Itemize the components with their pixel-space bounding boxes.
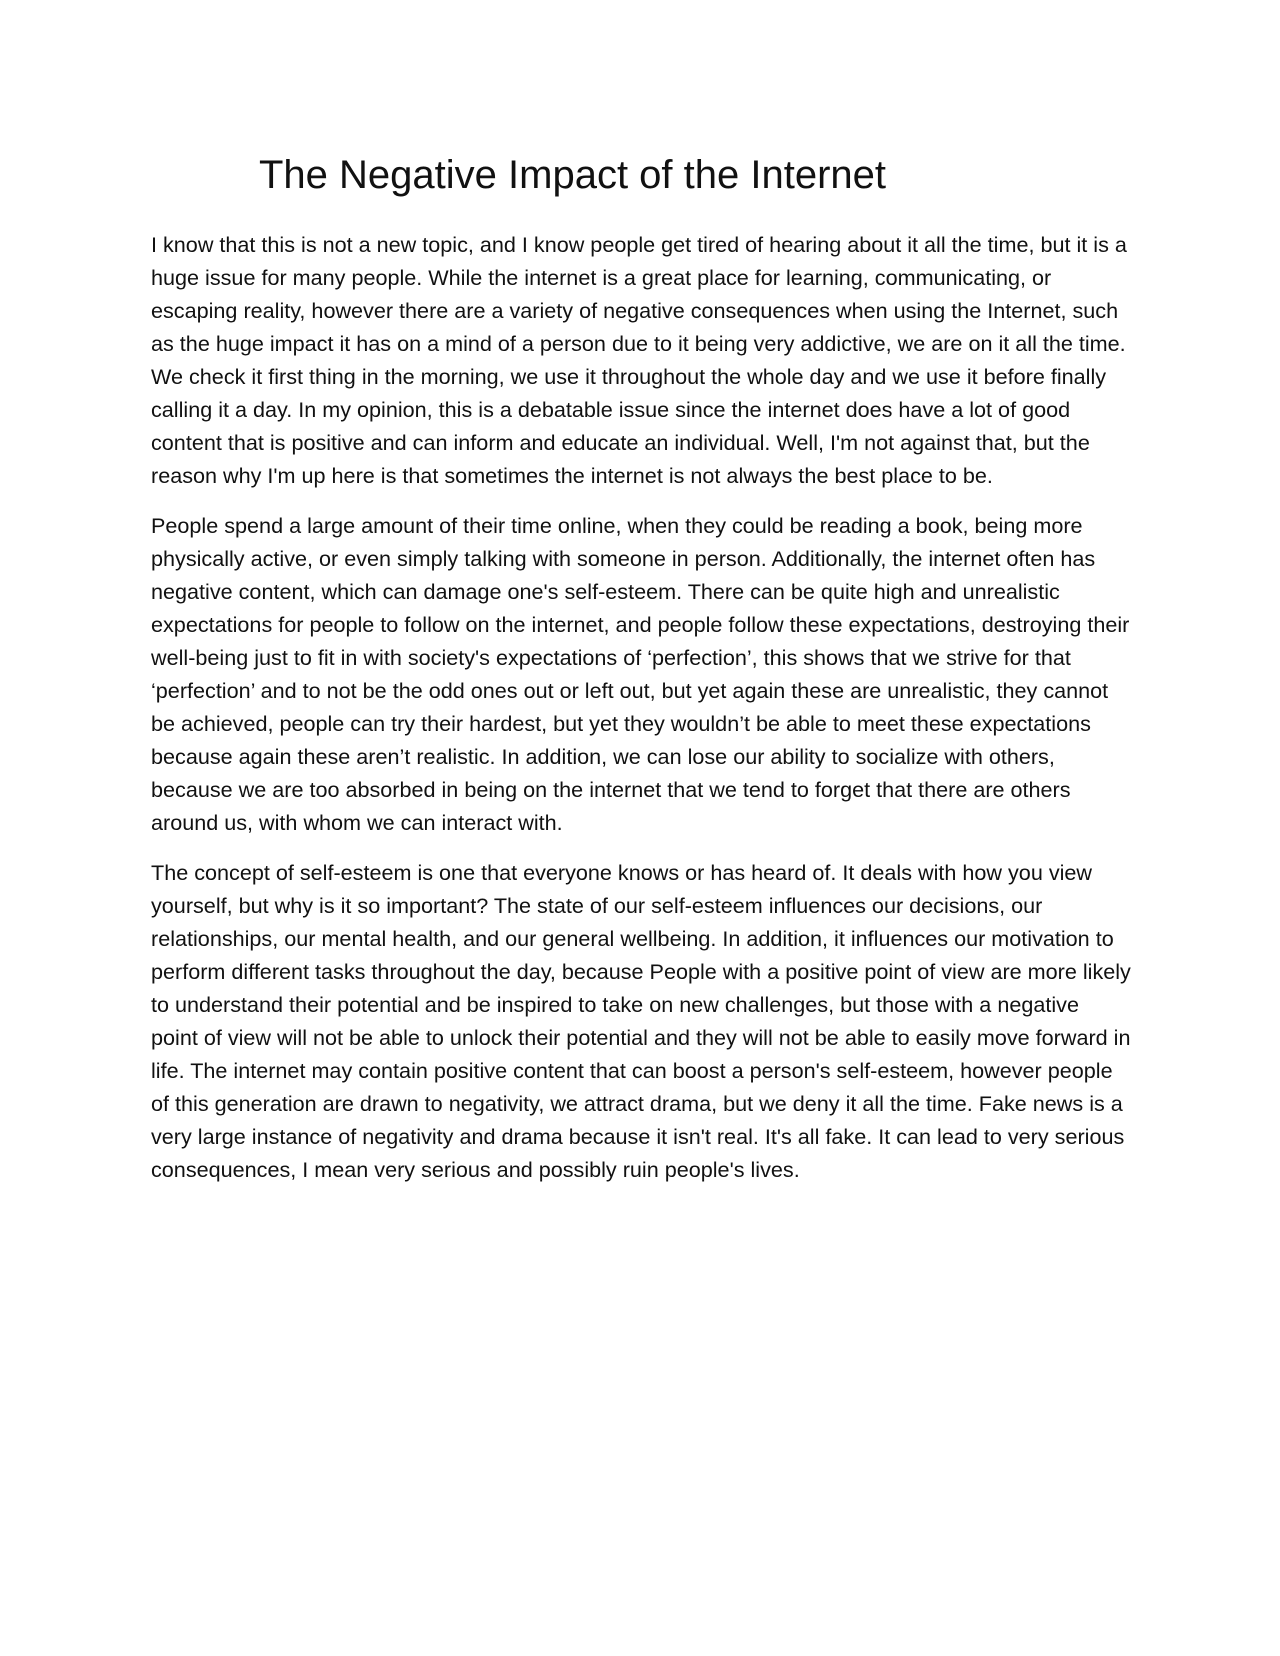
- document-body: [151, 228, 1131, 1203]
- paragraph-1: I know that this is not a new topic, and I know people get tired of hearing about it all the time, but it is a huge issue for many people. While the internet is a great place for learning, communicating, or escaping reality, however there are a variety of negative consequences when using the Internet, such as the huge impact it has on a mind of a person due to it being very addictive, we are on it all the time. We check it first thing in the morning, we use it throughout the whole day and we use it before finally calling it a day. In my opinion, this is a debatable issue since the internet does have a lot of good content that is positive and can inform and educate an individual. Well, I'm not against that, but the reason why I'm up here is that sometimes the internet is not always the best place to be.: [151, 232, 1127, 488]
- document-title: The Negative Impact of the Internet: [259, 153, 887, 197]
- paragraph-3: The concept of self-esteem is one that everyone knows or has heard of. It deals with how you view yourself, but why is it so important? The state of our self-esteem influences our decisions, our relationships, our mental health, and our general wellbeing. In addition, it influences our motivation to perform different tasks throughout the day, because People with a positive point of view are more likely to understand their potential and be inspired to take on new challenges, but those with a negative point of view will not be able to unlock their potential and they will not be able to easily move forward in life. The internet may contain positive content that can boost a person's self-esteem, however people of this generation are drawn to negativity, we attract drama, but we deny it all the time. Fake news is a very large instance of negativity and drama because it isn't real. It's all fake. It can lead to very serious consequences, I mean very serious and possibly ruin people's lives.: [151, 860, 1131, 1182]
- paragraph-2: People spend a large amount of their time online, when they could be reading a book, being more physically active, or even simply talking with someone in person. Additionally, the internet often has negative content, which can damage one's self-esteem. There can be quite high and unrealistic expectations for people to follow on the internet, and people follow these expectations, destroying their well-being just to fit in with society's expectations of ‘perfection’, this shows that we strive for that ‘perfection’ and to not be the odd ones out or left out, but yet again these are unrealistic, they cannot be achieved, people can try their hardest, but yet they wouldn’t be able to meet these expectations because again these aren’t realistic. In addition, we can lose our ability to socialize with others, because we are too absorbed in being on the internet that we tend to forget that there are others around us, with whom we can interact with.: [151, 513, 1130, 835]
